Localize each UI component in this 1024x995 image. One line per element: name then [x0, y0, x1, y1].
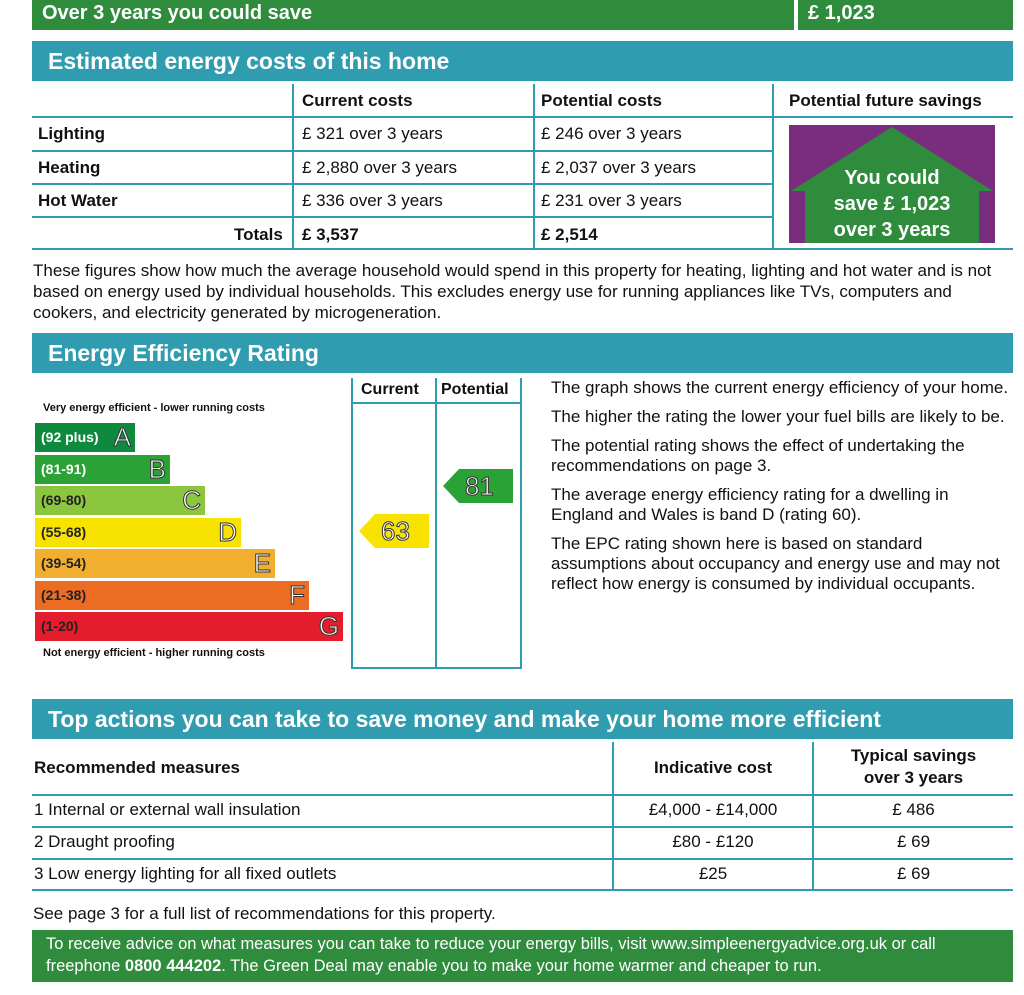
current-column-header: Current: [361, 381, 419, 398]
explanation-paragraph: The potential rating shows the effect of undertaking the recommendations on page 3.: [551, 436, 965, 475]
costs-section-heading: Estimated energy costs of this home: [32, 41, 1013, 81]
grid-line: [292, 84, 294, 250]
potential-rating-arrow: [443, 469, 513, 503]
see-page-note: See page 3 for a full list of recommendations for this property.: [33, 904, 496, 923]
header-recommended-measures: Recommended measures: [34, 758, 240, 777]
column-border: [520, 378, 522, 669]
potential-column-header: Potential: [441, 381, 509, 398]
explanation-paragraph: The average energy efficiency rating for a dwelling in England and Wales is band D (rating 60).: [551, 485, 949, 524]
cost-row-3: £25: [698, 864, 728, 883]
header-typical-savings: Typical savings: [850, 746, 977, 765]
bar-divider: [794, 0, 798, 30]
actions-section-heading: Top actions you can take to save money and make your home more efficient: [32, 699, 1013, 739]
future-savings-house: [789, 125, 995, 243]
band-letter: D: [218, 516, 237, 547]
hot-water-current: £ 336 over 3 years: [302, 191, 443, 210]
rating-explanation: [551, 378, 1013, 603]
rating-section-heading: Energy Efficiency Rating: [32, 333, 1013, 373]
current-rating-value: 63: [381, 516, 410, 546]
energy-rating-chart: [32, 378, 524, 670]
saving-row-3: £ 69: [896, 864, 931, 883]
grid-line: [533, 84, 535, 250]
grid-line: [32, 216, 772, 218]
chart-bottom-note: Not energy efficient - higher running costs: [43, 647, 265, 659]
grid-line: [32, 889, 1013, 891]
freephone-number: 0800 444202: [124, 957, 222, 975]
savings-label: Over 3 years you could save: [42, 2, 313, 24]
header-potential-costs: Potential costs: [541, 91, 662, 110]
hot-water-potential: £ 231 over 3 years: [541, 191, 682, 210]
costs-note: These figures show how much the average household would spend in this property for heating, lighting and hot water and is not based on energy used by individual households. This excludes energy use for running appliances like TVs, computers and cookers, and electricity generated by microgeneration.: [33, 261, 992, 322]
column-border: [351, 667, 522, 669]
rating-band-f: [35, 581, 309, 610]
explanation-paragraph: The higher the rating the lower your fuel bills are likely to be.: [551, 407, 1005, 426]
rating-band-c: [35, 486, 205, 515]
totals-label: Totals: [234, 225, 283, 244]
header-over-3-years: over 3 years: [863, 768, 964, 787]
house-line-2: save £ 1,023: [833, 193, 951, 215]
savings-amount: £ 1,023: [808, 2, 875, 24]
measure-row-3: 3 Low energy lighting for all fixed outlets: [34, 864, 337, 883]
heating-current: £ 2,880 over 3 years: [302, 158, 457, 177]
band-letter: B: [148, 453, 166, 484]
row-label-lighting: Lighting: [38, 124, 106, 143]
saving-row-1: £ 486: [892, 800, 935, 819]
lighting-current: £ 321 over 3 years: [302, 124, 443, 143]
band-range: (92 plus): [41, 429, 99, 445]
lighting-potential: £ 246 over 3 years: [541, 124, 682, 143]
band-letter: A: [113, 422, 131, 452]
grid-line: [32, 116, 772, 118]
column-border: [435, 378, 437, 669]
totals-potential: £ 2,514: [541, 225, 598, 244]
grid-line: [32, 248, 1013, 250]
heating-potential: £ 2,037 over 3 years: [541, 158, 696, 177]
totals-current: £ 3,537: [302, 225, 359, 244]
saving-row-2: £ 69: [896, 832, 931, 851]
house-line-1: You could: [844, 167, 940, 189]
advice-footer: [32, 930, 1013, 982]
grid-line: [772, 84, 774, 250]
rating-band-b: [35, 455, 170, 484]
rating-band-e: [35, 549, 275, 578]
band-range: (81-91): [41, 460, 87, 477]
explanation-paragraph: The graph shows the current energy efficiency of your home.: [551, 378, 1009, 397]
row-label-heating: Heating: [38, 158, 101, 177]
savings-summary-bar: [32, 0, 1013, 30]
row-label-hot-water: Hot Water: [38, 191, 118, 210]
header-future-savings: Potential future savings: [789, 91, 982, 110]
rating-band-a: [35, 423, 135, 452]
cost-row-2: £80 - £120: [672, 832, 754, 851]
header-indicative-cost: Indicative cost: [653, 758, 773, 777]
grid-line: [32, 150, 772, 152]
actions-table: [32, 742, 1013, 892]
band-range: (21-38): [41, 586, 87, 603]
grid-line: [772, 116, 1013, 118]
measure-row-2: 2 Draught proofing: [34, 832, 175, 851]
footer-text-2: . The Green Deal may enable you to make your home warmer and cheaper to run.: [221, 957, 822, 975]
band-letter: G: [318, 611, 339, 641]
house-line-3: over 3 years: [833, 219, 951, 241]
band-range: (69-80): [41, 492, 87, 508]
cost-row-1: £4,000 - £14,000: [648, 800, 778, 819]
chart-top-note: Very energy efficient - lower running costs: [43, 402, 265, 414]
current-rating-arrow: [359, 514, 429, 548]
column-border: [351, 378, 353, 669]
band-range: (39-54): [41, 555, 87, 571]
band-letter: C: [182, 485, 201, 515]
band-letter: F: [289, 579, 305, 610]
grid-line: [32, 858, 1013, 860]
band-letter: E: [253, 548, 271, 578]
band-range: (55-68): [41, 523, 87, 540]
column-border: [351, 402, 522, 404]
grid-line: [32, 794, 1013, 796]
grid-line: [32, 826, 1013, 828]
measure-row-1: 1 Internal or external wall insulation: [34, 800, 301, 819]
header-current-costs: Current costs: [302, 91, 413, 110]
rating-band-d: [35, 518, 241, 547]
rating-band-g: [35, 612, 343, 641]
potential-rating-value: 81: [465, 471, 494, 501]
band-range: (1-20): [41, 618, 79, 634]
grid-line: [32, 183, 772, 185]
explanation-paragraph: The EPC rating shown here is based on standard assumptions about occupancy and energy use and may not reflect how energy is consumed by individual occupants.: [551, 534, 1000, 593]
footer-text-1: To receive advice on what measures you can take to reduce your energy bills, visit www.simpleenergyadvice.org.uk or call freephone: [46, 935, 936, 975]
